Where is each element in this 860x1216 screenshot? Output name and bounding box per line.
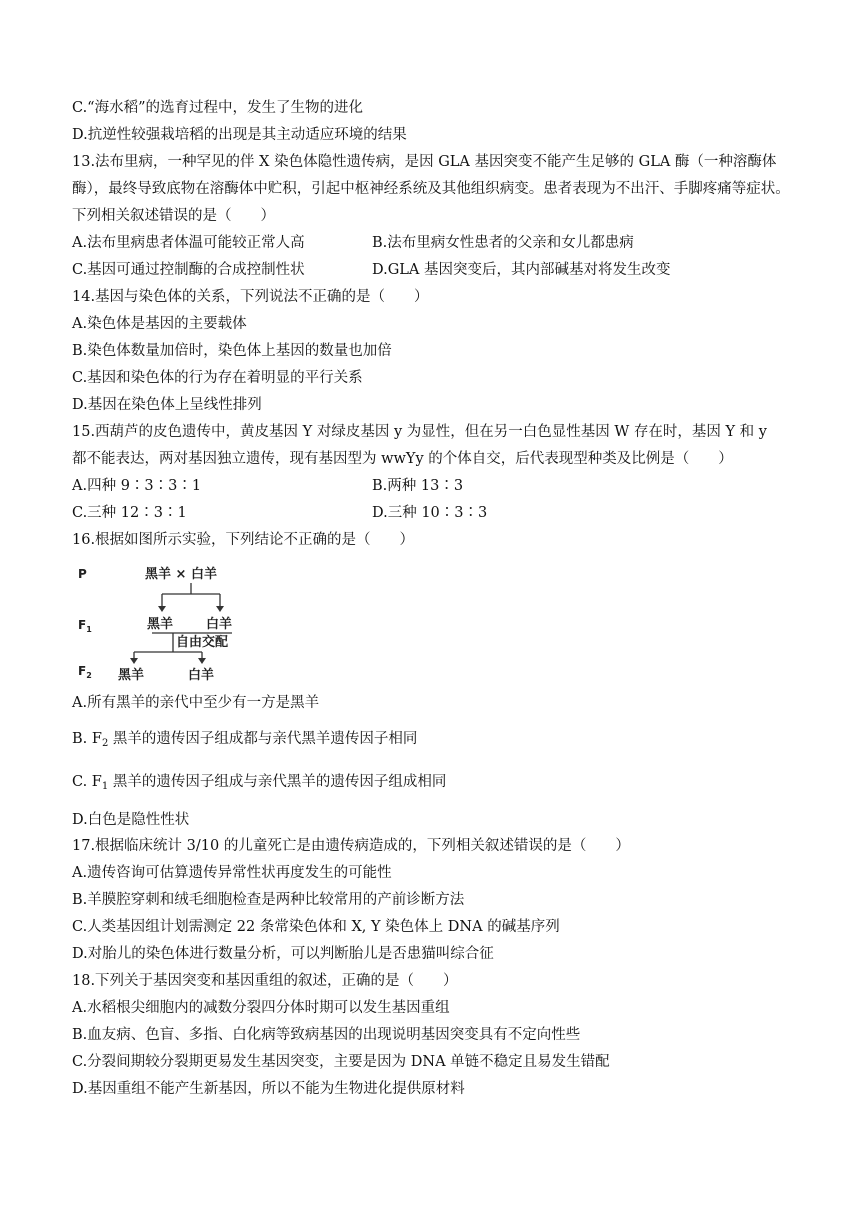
q14-option-c: C.基因和染色体的行为存在着明显的平行关系 (72, 370, 363, 386)
q16-stem: 16.根据如图所示实验，下列结论不正确的是（ ） (72, 532, 415, 548)
q16-option-b: B. $F_2$ 黑羊的遗传因子组成都与亲代黑羊遗传因子相同 (72, 731, 418, 749)
q17-option-c: C.人类基因组计划需测定 22 条常染色体和 X, Y 染色体上 DNA 的碱基序列 (72, 919, 560, 935)
q13-option-a: A.法布里病患者体温可能较正常人高 (72, 235, 305, 251)
q15-option-c: C.三种 12∶3∶1 (72, 505, 187, 521)
f1-generation-label: $F_1$ (78, 618, 92, 634)
q13-stem-line1: 13.法布里病，一种罕见的伴 X 染色体隐性遗传病，是因 GLA 基因突变不能产生足够的 GLA 酶（一种溶酶体 (72, 154, 777, 170)
q18-stem: 18.下列关于基因突变和基因重组的叙述，正确的是（ ） (72, 973, 458, 989)
f2-white-sheep: 白羊 (188, 668, 215, 683)
q16-option-a: A.所有黑羊的亲代中至少有一方是黑羊 (72, 695, 320, 711)
parent-cross: 黑羊 × 白羊 (145, 567, 217, 582)
arrowhead (216, 606, 224, 612)
q15-stem-line1: 15.西葫芦的皮色遗传中，黄皮基因 Y 对绿皮基因 y 为显性，但在另一白色显性基因 W 存在时，基因 Y 和 y (72, 424, 767, 440)
q13-stem-line3: 下列相关叙述错误的是（ ） (72, 208, 275, 224)
q17-option-a: A.遗传咨询可估算遗传异常性状再度发生的可能性 (72, 865, 392, 881)
q15-option-a: A.四种 9∶3∶3∶1 (72, 478, 202, 494)
q12-option-d: D.抗逆性较强栽培稻的出现是其主动适应环境的结果 (72, 127, 407, 143)
q14-stem: 14.基因与染色体的关系，下列说法不正确的是（ ） (72, 289, 429, 305)
q18-option-b: B.血友病、色盲、多指、白化病等致病基因的出现说明基因突变具有不定向性些 (72, 1027, 581, 1043)
q17-option-b: B.羊膜腔穿刺和绒毛细胞检查是两种比较常用的产前诊断方法 (72, 892, 465, 908)
q14-option-d: D.基因在染色体上呈线性排列 (72, 397, 262, 413)
f1-black-sheep: 黑羊 (147, 617, 174, 632)
f2-generation-label: $F_2$ (78, 664, 92, 680)
q13-option-c: C.基因可通过控制酶的合成控制性状 (72, 262, 305, 278)
q17-stem: 17.根据临床统计 3/10 的儿童死亡是由遗传病造成的，下列相关叙述错误的是（ ） (72, 838, 630, 854)
q18-option-a: A.水稻根尖细胞内的减数分裂四分体时期可以发生基因重组 (72, 1000, 450, 1016)
f2-black-sheep: 黑羊 (118, 668, 145, 683)
genetic-cross-diagram (72, 562, 272, 687)
q12-option-c: C.“海水稻”的选育过程中，发生了生物的进化 (72, 100, 364, 116)
f1-white-sheep: 白羊 (206, 617, 233, 632)
q14-option-b: B.染色体数量加倍时，染色体上基因的数量也加倍 (72, 343, 392, 359)
q14-option-a: A.染色体是基因的主要载体 (72, 316, 247, 332)
arrowhead (198, 658, 206, 664)
arrowhead (130, 658, 138, 664)
p-generation-label: P (78, 567, 87, 581)
arrowhead (158, 606, 166, 612)
q13-stem-line2: 酶），最终导致底物在溶酶体中贮积，引起中枢神经系统及其他组织病变。患者表现为不出汗、手脚疼痛等症状。 (72, 181, 790, 197)
q18-option-c: C.分裂间期较分裂期更易发生基因突变，主要是因为 DNA 单链不稳定且易发生错配 (72, 1054, 610, 1070)
q13-option-b: B.法布里病女性患者的父亲和女儿都患病 (372, 235, 634, 251)
q16-option-c: C. $F_1$ 黑羊的遗传因子组成与亲代黑羊的遗传因子组成相同 (72, 774, 447, 792)
q15-option-b: B.两种 13∶3 (372, 478, 464, 494)
free-mating-label: 自由交配 (176, 635, 229, 650)
q17-option-d: D.对胎儿的染色体进行数量分析，可以判断胎儿是否患猫叫综合征 (72, 946, 494, 962)
q16-option-d: D.白色是隐性性状 (72, 812, 190, 828)
q13-option-d: D.GLA 基因突变后，其内部碱基对将发生改变 (372, 262, 671, 278)
q18-option-d: D.基因重组不能产生新基因，所以不能为生物进化提供原材料 (72, 1081, 465, 1097)
q15-stem-line2: 都不能表达，两对基因独立遗传，现有基因型为 wwYy 的个体自交，后代表现型种类及比例是（ ） (72, 451, 733, 467)
q15-option-d: D.三种 10∶3∶3 (372, 505, 488, 521)
